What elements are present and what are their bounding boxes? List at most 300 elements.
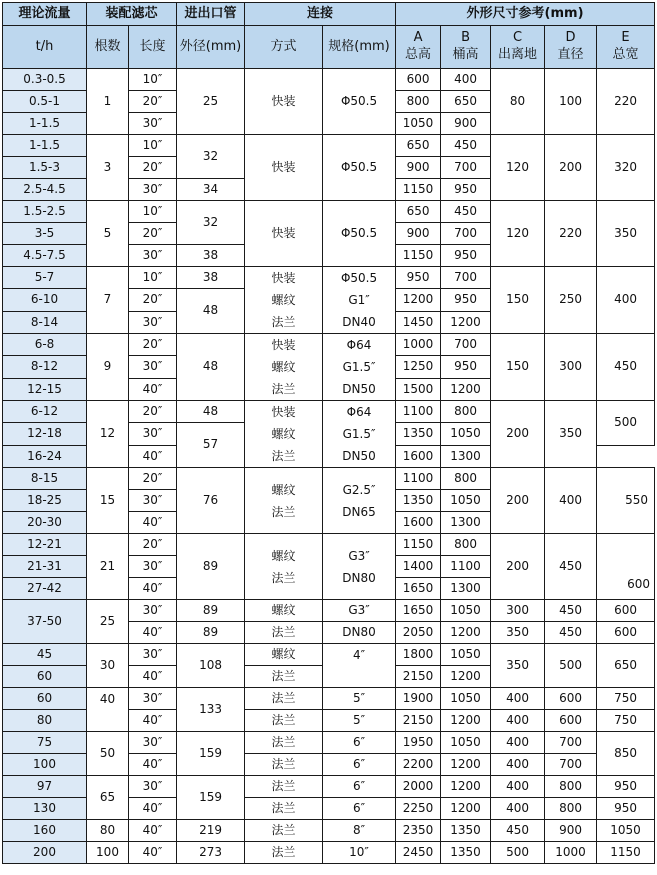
spec-cell: [323, 534, 396, 600]
header-dim-c-letter: C: [512, 30, 523, 46]
spec-cell: 5″: [323, 688, 396, 710]
method-line: 快装: [271, 271, 296, 285]
dim-e-cell: 650: [597, 644, 655, 688]
dim-b-cell: 700: [441, 267, 491, 289]
flow-cell: 200: [3, 842, 87, 864]
method-line: 法兰: [271, 570, 296, 585]
dim-b-cell: 450: [441, 135, 491, 157]
dim-e-cell: 600: [597, 534, 655, 600]
table-row: [3, 267, 655, 289]
flow-cell: 97: [3, 776, 87, 798]
method-cell: 法兰: [245, 754, 323, 776]
dim-e-cell: 550: [597, 468, 655, 534]
method-line: 法兰: [271, 315, 296, 329]
od-cell: 133: [177, 688, 245, 732]
dim-c-cell: 500: [491, 842, 545, 864]
count-cell: 50: [87, 732, 129, 776]
flow-cell: 3-5: [3, 223, 87, 245]
od-cell: 108: [177, 644, 245, 688]
length-cell: 40″: [129, 842, 177, 864]
method-cell: 法兰: [245, 710, 323, 732]
header-dim-b: [441, 26, 491, 69]
flow-cell: 16-24: [3, 446, 87, 468]
spec-line: DN50: [342, 449, 376, 463]
header-dim-d: [545, 26, 597, 69]
length-cell: 20″: [129, 157, 177, 179]
method-line: 螺纹: [271, 548, 296, 563]
length-cell: 30″: [129, 245, 177, 267]
length-cell: 40″: [129, 512, 177, 534]
spec-cell: [323, 401, 396, 468]
flow-cell: 1-1.5: [3, 135, 87, 157]
length-cell: 40″: [129, 578, 177, 600]
method-cell: 法兰: [245, 820, 323, 842]
method-line: 螺纹: [271, 293, 296, 307]
count-cell: 21: [87, 534, 129, 600]
dim-c-cell: 120: [491, 201, 545, 267]
spec-cell: 8″: [323, 820, 396, 842]
dim-a-cell: 1350: [396, 423, 441, 446]
spec-cell: 10″: [323, 842, 396, 864]
count-cell: 7: [87, 267, 129, 334]
dim-b-cell: 1050: [441, 423, 491, 446]
dim-c-cell: 350: [491, 622, 545, 644]
method-line: 法兰: [271, 382, 296, 396]
header-row-2: [3, 26, 655, 69]
header-dim-d-letter: D: [565, 30, 576, 46]
table-row: [3, 135, 655, 157]
header-method: 方式: [245, 26, 323, 69]
dim-a-cell: 1650: [396, 578, 441, 600]
dim-b-cell: 950: [441, 245, 491, 267]
length-cell: 10″: [129, 201, 177, 223]
spec-line: DN65: [342, 504, 376, 519]
length-cell: 30″: [129, 644, 177, 666]
dim-a-cell: 1200: [396, 289, 441, 312]
od-cell: 38: [177, 267, 245, 289]
dim-c-cell: 150: [491, 334, 545, 401]
length-cell: 20″: [129, 289, 177, 312]
header-dim-b-letter: B: [461, 30, 470, 46]
dim-c-cell: 350: [491, 644, 545, 688]
flow-cell: 27-42: [3, 578, 87, 600]
table-row: [3, 600, 655, 622]
dim-b-cell: 950: [441, 356, 491, 378]
dim-a-cell: 1150: [396, 534, 441, 556]
dim-d-cell: 1000: [545, 842, 597, 864]
spec-cell: G3″: [323, 600, 396, 622]
dim-c-cell: 400: [491, 710, 545, 732]
header-filter: 装配滤芯: [87, 3, 177, 26]
flow-cell: 1.5-3: [3, 157, 87, 179]
dim-c-cell: 200: [491, 534, 545, 600]
dim-e-cell: 400: [597, 267, 655, 334]
dim-a-cell: 2350: [396, 820, 441, 842]
spec-line: G3″: [348, 548, 370, 563]
table-row: [3, 201, 655, 223]
od-cell: 89: [177, 534, 245, 600]
dim-d-cell: 200: [545, 135, 597, 201]
length-cell: 30″: [129, 732, 177, 754]
dim-b-cell: 900: [441, 113, 491, 135]
spec-table: [2, 2, 655, 864]
dim-a-cell: 1250: [396, 356, 441, 378]
method-cell: 快装: [245, 201, 323, 267]
method-line: 法兰: [271, 449, 296, 463]
flow-cell: 45: [3, 644, 87, 666]
spec-line: G1″: [348, 293, 370, 307]
dim-b-cell: 1200: [441, 622, 491, 644]
length-cell: 40″: [129, 378, 177, 400]
dim-a-cell: 900: [396, 223, 441, 245]
length-cell: 10″: [129, 69, 177, 91]
length-cell: 40″: [129, 710, 177, 732]
length-cell: 30″: [129, 312, 177, 334]
dim-b-cell: 1050: [441, 688, 491, 710]
dim-b-cell: 1050: [441, 490, 491, 512]
dim-c-cell: 400: [491, 688, 545, 710]
length-cell: 30″: [129, 179, 177, 201]
table-row: [3, 534, 655, 556]
length-cell: 40″: [129, 446, 177, 468]
dim-b-cell: 1050: [441, 644, 491, 666]
flow-cell: 20-30: [3, 512, 87, 534]
od-cell: 89: [177, 600, 245, 622]
od-cell: 38: [177, 245, 245, 267]
dim-a-cell: 950: [396, 267, 441, 289]
method-cell: [245, 267, 323, 334]
dim-d-cell: 900: [545, 820, 597, 842]
count-cell: 12: [87, 401, 129, 468]
dim-d-cell: 800: [545, 776, 597, 798]
method-cell: 法兰: [245, 688, 323, 710]
dim-d-cell: 300: [545, 334, 597, 401]
table-row: [3, 688, 655, 710]
dim-a-cell: 1650: [396, 600, 441, 622]
spec-line: DN50: [342, 382, 376, 396]
dim-c-cell: 400: [491, 732, 545, 754]
length-cell: 30″: [129, 423, 177, 446]
od-cell: 48: [177, 334, 245, 401]
flow-cell: 0.3-0.5: [3, 69, 87, 91]
table-row: [3, 776, 655, 798]
dim-a-cell: 1900: [396, 688, 441, 710]
dim-a-cell: 1600: [396, 446, 441, 468]
dim-d-cell: 700: [545, 754, 597, 776]
method-cell: [245, 534, 323, 600]
method-cell: [245, 468, 323, 534]
spec-cell: [323, 468, 396, 534]
od-cell: 57: [177, 423, 245, 468]
header-connection: 连接: [245, 3, 396, 26]
header-outer-diameter: 外径(mm): [177, 26, 245, 69]
dim-b-cell: 800: [441, 401, 491, 423]
header-spec: 规格(mm): [323, 26, 396, 69]
dim-d-cell: 700: [545, 732, 597, 754]
length-cell: 30″: [129, 776, 177, 798]
dim-a-cell: 1150: [396, 179, 441, 201]
flow-cell: 100: [3, 754, 87, 776]
dim-a-cell: 2150: [396, 710, 441, 732]
spec-line: G1.5″: [342, 427, 376, 441]
count-cell: 80: [87, 820, 129, 842]
dim-b-cell: 1100: [441, 556, 491, 578]
dim-e-cell: 320: [597, 135, 655, 201]
dim-b-cell: 1050: [441, 732, 491, 754]
spec-line: Φ50.5: [340, 271, 378, 285]
method-cell: [245, 334, 323, 401]
method-line: 螺纹: [271, 427, 296, 441]
dim-c-cell: 200: [491, 401, 545, 468]
spec-cell: 6″: [323, 798, 396, 820]
method-line: 法兰: [271, 504, 296, 519]
method-cell: 法兰: [245, 842, 323, 864]
flow-cell: 5-7: [3, 267, 87, 289]
spec-cell: 6″: [323, 732, 396, 754]
dim-c-cell: 300: [491, 600, 545, 622]
flow-cell: 21-31: [3, 556, 87, 578]
spec-cell: Φ50.5: [323, 201, 396, 267]
dim-a-cell: 2200: [396, 754, 441, 776]
method-line: 螺纹: [271, 482, 296, 497]
spec-cell: 6″: [323, 776, 396, 798]
dim-a-cell: 650: [396, 201, 441, 223]
od-cell: 25: [177, 69, 245, 135]
dim-a-cell: 1150: [396, 245, 441, 267]
header-flow: 理论流量: [3, 3, 87, 26]
dim-b-cell: 1200: [441, 754, 491, 776]
dim-e-cell: 950: [597, 798, 655, 820]
flow-cell: 6-8: [3, 334, 87, 356]
dim-d-cell: 450: [545, 622, 597, 644]
header-dim-d-label: 直径: [557, 47, 584, 62]
od-cell: 273: [177, 842, 245, 864]
dim-b-cell: 950: [441, 179, 491, 201]
length-cell: 40″: [129, 798, 177, 820]
dim-d-cell: 100: [545, 69, 597, 135]
dim-a-cell: 600: [396, 69, 441, 91]
dim-a-cell: 1800: [396, 644, 441, 666]
dim-a-cell: 2000: [396, 776, 441, 798]
dim-e-cell: 750: [597, 710, 655, 732]
flow-cell: 1.5-2.5: [3, 201, 87, 223]
dim-a-cell: 800: [396, 91, 441, 113]
flow-cell: 12-15: [3, 378, 87, 400]
header-dimensions: 外形尺寸参考(mm): [396, 3, 655, 26]
flow-cell: 130: [3, 798, 87, 820]
spec-cell: Φ50.5: [323, 135, 396, 201]
dim-d-cell: 450: [545, 534, 597, 600]
od-cell: 159: [177, 776, 245, 820]
length-cell: 30″: [129, 356, 177, 378]
dim-e-cell: 600: [597, 600, 655, 622]
dim-a-cell: 2150: [396, 666, 441, 688]
dim-a-cell: 1400: [396, 556, 441, 578]
flow-cell: 37-50: [3, 600, 87, 644]
dim-a-cell: 1000: [396, 334, 441, 356]
dim-b-cell: 800: [441, 534, 491, 556]
header-dim-c-label: 出离地: [498, 47, 538, 62]
dim-e-cell: 750: [597, 688, 655, 710]
od-cell: 32: [177, 201, 245, 245]
count-cell: 3: [87, 135, 129, 201]
od-cell: 48: [177, 401, 245, 423]
count-cell: 100: [87, 842, 129, 864]
method-cell: 法兰: [245, 798, 323, 820]
flow-cell: 18-25: [3, 490, 87, 512]
method-cell: [245, 401, 323, 468]
dim-b-cell: 1350: [441, 842, 491, 864]
dim-a-cell: 1950: [396, 732, 441, 754]
method-cell: 螺纹: [245, 600, 323, 622]
dim-a-cell: 1350: [396, 490, 441, 512]
length-cell: 20″: [129, 91, 177, 113]
dim-a-cell: 2050: [396, 622, 441, 644]
method-cell: 螺纹: [245, 644, 323, 666]
length-cell: 20″: [129, 334, 177, 356]
flow-cell: 6-10: [3, 289, 87, 312]
header-dim-b-label: 桶高: [452, 47, 479, 62]
spec-cell: [323, 267, 396, 334]
flow-cell: 60: [3, 666, 87, 688]
dim-c-cell: 400: [491, 754, 545, 776]
header-pipe: 进出口管: [177, 3, 245, 26]
length-cell: 30″: [129, 556, 177, 578]
method-line: 快装: [271, 338, 296, 352]
dim-a-cell: 1600: [396, 512, 441, 534]
header-dim-c: [491, 26, 545, 69]
dim-a-cell: 900: [396, 157, 441, 179]
dim-e-cell: 220: [597, 69, 655, 135]
dim-b-cell: 700: [441, 157, 491, 179]
dim-d-cell: 500: [545, 644, 597, 688]
dim-d-cell: 800: [545, 798, 597, 820]
flow-cell: 160: [3, 820, 87, 842]
od-cell: 34: [177, 179, 245, 201]
flow-cell: 12-18: [3, 423, 87, 446]
method-cell: 法兰: [245, 666, 323, 688]
dim-a-cell: 1450: [396, 312, 441, 334]
header-unit: t/h: [3, 26, 87, 69]
dim-d-cell: 220: [545, 201, 597, 267]
table-row: [3, 468, 655, 490]
flow-cell: 12-21: [3, 534, 87, 556]
flow-cell: 2.5-4.5: [3, 179, 87, 201]
spec-table-body: [3, 69, 655, 864]
dim-d-cell: 250: [545, 267, 597, 334]
count-cell: 9: [87, 334, 129, 401]
table-row: [3, 334, 655, 356]
length-cell: 20″: [129, 534, 177, 556]
spec-cell: 6″: [323, 754, 396, 776]
header-dim-a-label: 总高: [405, 47, 432, 62]
dim-e-cell: 350: [597, 201, 655, 267]
header-dim-e-label: 总宽: [612, 47, 639, 62]
spec-line: DN40: [342, 315, 376, 329]
dim-a-cell: 2450: [396, 842, 441, 864]
table-row: [3, 732, 655, 754]
dim-a-cell: 1100: [396, 401, 441, 423]
dim-e-cell: 600: [597, 622, 655, 644]
dim-b-cell: 1200: [441, 312, 491, 334]
dim-b-cell: 400: [441, 69, 491, 91]
dim-b-cell: 1300: [441, 578, 491, 600]
count-cell: 30: [87, 644, 129, 688]
dim-b-cell: 1200: [441, 378, 491, 400]
spec-line: G1.5″: [342, 360, 376, 374]
dim-b-cell: 1200: [441, 710, 491, 732]
length-cell: 10″: [129, 267, 177, 289]
method-line: 快装: [271, 405, 296, 419]
dim-a-cell: 1100: [396, 468, 441, 490]
header-count: 根数: [87, 26, 129, 69]
method-cell: 法兰: [245, 732, 323, 754]
spec-cell: DN80: [323, 622, 396, 644]
dim-e-cell: 1150: [597, 842, 655, 864]
dim-c-cell: 450: [491, 820, 545, 842]
od-cell: 159: [177, 732, 245, 776]
header-length: 长度: [129, 26, 177, 69]
header-dim-e: [597, 26, 655, 69]
length-cell: 40″: [129, 666, 177, 688]
length-cell: 30″: [129, 688, 177, 710]
spec-line: Φ64: [346, 338, 372, 352]
method-cell: 快装: [245, 69, 323, 135]
flow-cell: 8-12: [3, 356, 87, 378]
dim-a-cell: 1500: [396, 378, 441, 400]
length-cell: 40″: [129, 622, 177, 644]
dim-b-cell: 1200: [441, 776, 491, 798]
dim-d-cell: 450: [545, 600, 597, 622]
length-cell: 30″: [129, 490, 177, 512]
dim-b-cell: 650: [441, 91, 491, 113]
length-cell: 20″: [129, 468, 177, 490]
dim-e-cell: 950: [597, 776, 655, 798]
method-cell: 法兰: [245, 776, 323, 798]
length-cell: 40″: [129, 820, 177, 842]
dim-d-cell: 600: [545, 688, 597, 710]
method-cell: 法兰: [245, 622, 323, 644]
flow-cell: 60: [3, 688, 87, 710]
count-cell: 15: [87, 468, 129, 534]
count-cell: 65: [87, 776, 129, 820]
dim-b-cell: 700: [441, 223, 491, 245]
length-cell: 20″: [129, 401, 177, 423]
header-dim-a-letter: A: [413, 30, 423, 46]
dim-b-cell: 450: [441, 201, 491, 223]
dim-c-cell: 400: [491, 798, 545, 820]
dim-b-cell: 1050: [441, 600, 491, 622]
dim-b-cell: 800: [441, 468, 491, 490]
spec-line: G2.5″: [342, 482, 376, 497]
length-cell: 10″: [129, 135, 177, 157]
od-cell: 32: [177, 135, 245, 179]
od-cell: 219: [177, 820, 245, 842]
flow-cell: 1-1.5: [3, 113, 87, 135]
dim-e-cell: 850: [597, 732, 655, 776]
dim-c-cell: 200: [491, 468, 545, 534]
header-dim-a: [396, 26, 441, 69]
dim-c-cell: 120: [491, 135, 545, 201]
dim-d-cell: 350: [545, 401, 597, 468]
spec-line: Φ64: [346, 405, 372, 419]
dim-a-cell: 650: [396, 135, 441, 157]
dim-b-cell: 1350: [441, 820, 491, 842]
spec-table-wrapper: [2, 2, 655, 864]
header-dim-e-letter: E: [621, 30, 630, 46]
dim-d-cell: 400: [545, 468, 597, 534]
dim-e-cell: 450: [597, 334, 655, 401]
